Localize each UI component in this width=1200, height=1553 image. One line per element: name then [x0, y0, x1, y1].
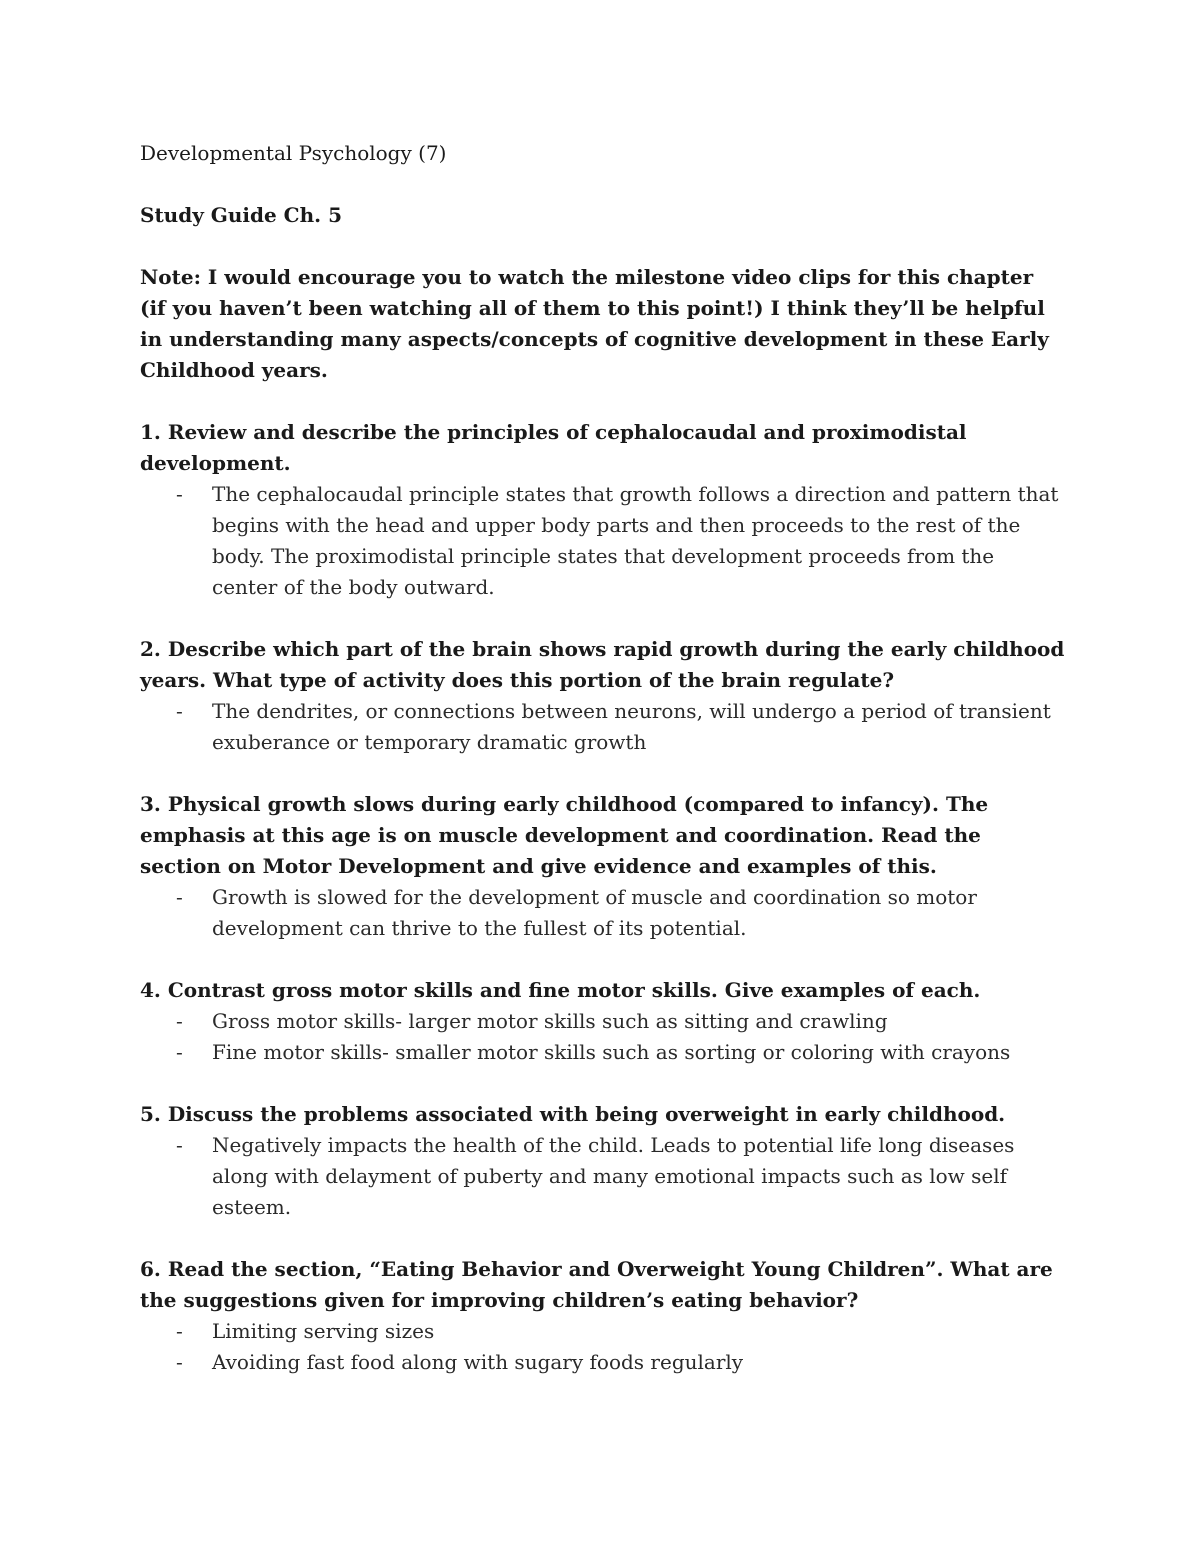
- question-text: 5. Discuss the problems associated with being overweight in early childhood.: [140, 1102, 1006, 1126]
- bullet-dash: -: [176, 1319, 183, 1343]
- question-text: 1. Review and describe the principles of cephalocaudal and proximodistal development.: [140, 420, 967, 475]
- answer-list: [140, 1130, 1065, 1223]
- answer-list: [140, 479, 1065, 603]
- bullet-dash: -: [176, 1350, 183, 1374]
- question-section-5: [140, 1099, 1065, 1223]
- document-page: [140, 138, 1065, 1409]
- answer-list: [140, 1316, 1065, 1378]
- bullet-dash: -: [176, 482, 183, 506]
- answer-list: [140, 696, 1065, 758]
- instructor-note: Note: I would encourage you to watch the milestone video clips for this chapter (if you haven’t been watching all of them to this point!) I think they’ll be helpful in understanding many aspects/concepts of cognitive development in these Early Childhood years.: [140, 265, 1049, 382]
- question-text: 4. Contrast gross motor skills and fine motor skills. Give examples of each.: [140, 978, 981, 1002]
- study-guide-title: Study Guide Ch. 5: [140, 203, 342, 227]
- answer-item: [140, 1316, 1065, 1347]
- question-section-3: [140, 789, 1065, 944]
- course-title: Developmental Psychology (7): [140, 141, 447, 165]
- answer-text: Negatively impacts the health of the child. Leads to potential life long diseases along with delayment of puberty and many emotional impacts such as low self esteem.: [212, 1133, 1015, 1219]
- answer-text: Growth is slowed for the development of muscle and coordination so motor development can thrive to the fullest of its potential.: [212, 885, 977, 940]
- answer-item: [140, 1347, 1065, 1378]
- bullet-dash: -: [176, 699, 183, 723]
- answer-item: [140, 479, 1065, 603]
- answer-text: Fine motor skills- smaller motor skills such as sorting or coloring with crayons: [212, 1040, 1011, 1064]
- question-text: 6. Read the section, “Eating Behavior and Overweight Young Children”. What are the suggestions given for improving children’s eating behavior?: [140, 1257, 1053, 1312]
- answer-item: [140, 1006, 1065, 1037]
- question-section-1: [140, 417, 1065, 603]
- answer-text: Limiting serving sizes: [212, 1319, 435, 1343]
- bullet-dash: -: [176, 1009, 183, 1033]
- question-list: [140, 417, 1065, 1378]
- question-text: 3. Physical growth slows during early childhood (compared to infancy). The emphasis at this age is on muscle development and coordination. Read the section on Motor Development and give evidence and examples of this.: [140, 792, 989, 878]
- answer-item: [140, 1130, 1065, 1223]
- answer-item: [140, 696, 1065, 758]
- answer-text: Gross motor skills- larger motor skills such as sitting and crawling: [212, 1009, 888, 1033]
- question-text: 2. Describe which part of the brain shows rapid growth during the early childhood years. What type of activity does this portion of the brain regulate?: [140, 637, 1065, 692]
- answer-text: Avoiding fast food along with sugary foods regularly: [212, 1350, 744, 1374]
- answer-text: The cephalocaudal principle states that growth follows a direction and pattern that begins with the head and upper body parts and then proceeds to the rest of the body. The proximodistal principle states that development proceeds from the center of the body outward.: [212, 482, 1059, 599]
- answer-item: [140, 882, 1065, 944]
- answer-list: [140, 1006, 1065, 1068]
- bullet-dash: -: [176, 1133, 183, 1157]
- answer-text: The dendrites, or connections between neurons, will undergo a period of transient exuberance or temporary dramatic growth: [212, 699, 1051, 754]
- question-section-6: [140, 1254, 1065, 1378]
- question-section-4: [140, 975, 1065, 1068]
- bullet-dash: -: [176, 1040, 183, 1064]
- bullet-dash: -: [176, 885, 183, 909]
- answer-list: [140, 882, 1065, 944]
- answer-item: [140, 1037, 1065, 1068]
- question-section-2: [140, 634, 1065, 758]
